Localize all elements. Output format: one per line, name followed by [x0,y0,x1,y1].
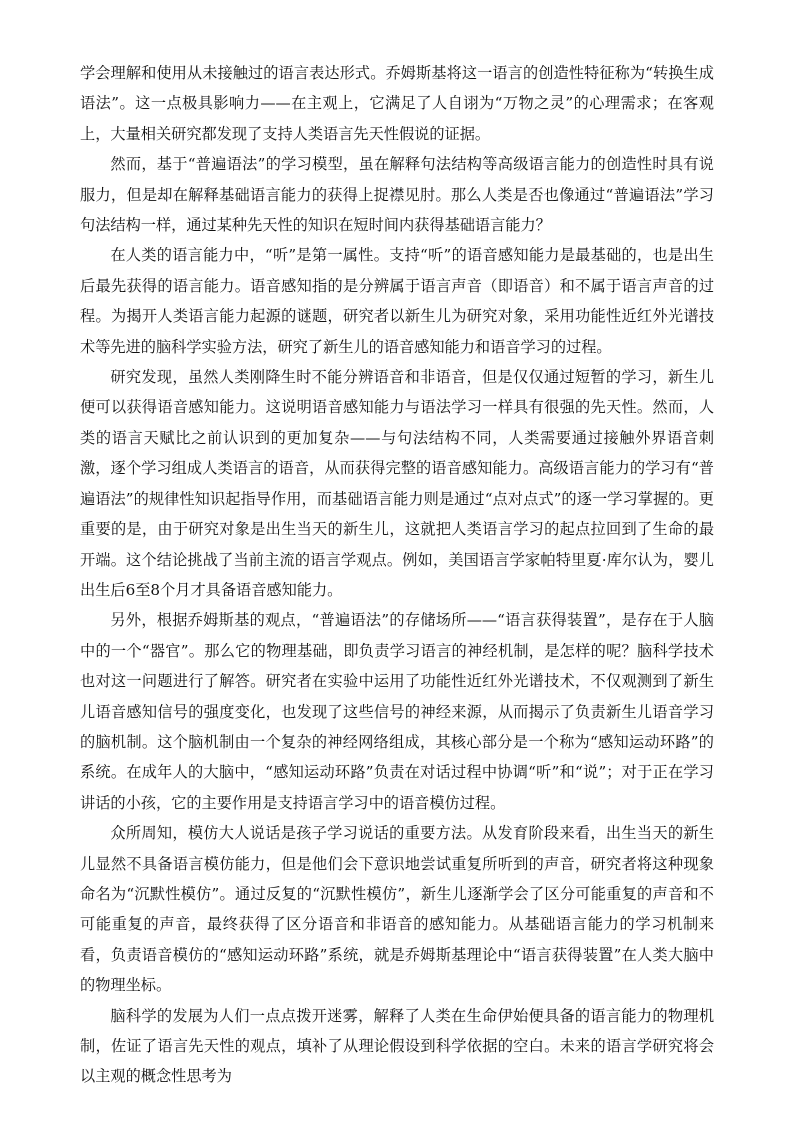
document-body [80,58,714,1092]
paragraph-1-continued: 学会理解和使用从未接触过的语言表达形式。乔姆斯基将这一语言的创造性特征称为“转换生成语法”。这一点极具影响力——在主观上，它满足了人自诩为“万物之灵”的心理需求；在客观上，大量相关研究都发现了支持人类语言先天性假说的证据。 [80,64,714,143]
paragraph-4: 研究发现，虽然人类刚降生时不能分辨语音和非语音，但是仅仅通过短暂的学习，新生儿便可以获得语音感知能力。这说明语音感知能力与语法学习一样具有很强的先天性。然而，人类的语言天赋比之前认识到的更加复杂——与句法结构不同，人类需要通过接触外界语音刺激，逐个学习组成人类语言的语音，从而获得完整的语音感知能力。高级语言能力的学习有“普遍语法”的规律性知识起指导作用，而基础语言能力则是通过“点对点式”的逐一学习掌握的。更重要的是，由于研究对象是出生当天的新生儿，这就把人类语言学习的起点拉回到了生命的最开端。这个结论挑战了当前主流的语言学观点。例如，美国语言学家帕特里夏·库尔认为，婴儿出生后6至8个月才具备语音感知能力。 [80,368,714,599]
paragraph-6: 众所周知，模仿大人说话是孩子学习说话的重要方法。从发育阶段来看，出生当天的新生儿显然不具备语言模仿能力，但是他们会下意识地尝试重复所听到的声音，研究者将这种现象命名为“沉默性模仿”。通过反复的“沉默性模仿”，新生儿逐渐学会了区分可能重复的声音和不可能重复的声音，最终获得了区分语音和非语音的感知能力。从基础语言能力的学习机制来看，负责语音模仿的“感知运动环路”系统，就是乔姆斯基理论中“语言获得装置”在人类大脑中的物理坐标。 [80,824,714,995]
paragraph-2: 然而，基于“普遍语法”的学习模型，虽在解释句法结构等高级语言能力的创造性时具有说服力，但是却在解释基础语言能力的获得上捉襟见肘。那么人类是否也像通过“普遍语法”学习句法结构一样，通过某种先天性的知识在短时间内获得基础语言能力？ [80,155,714,235]
paragraph-3: 在人类的语言能力中，“听”是第一属性。支持“听”的语音感知能力是最基础的，也是出生后最先获得的语言能力。语音感知指的是分辨属于语言声音（即语音）和不属于语言声音的过程。为揭开人类语言能力起源的谜题，研究者以新生儿为研究对象，采用功能性近红外光谱技术等先进的脑科学实验方法，研究了新生儿的语音感知能力和语音学习的过程。 [80,246,714,356]
paragraph-7: 脑科学的发展为人们一点点拨开迷雾，解释了人类在生命伊始便具备的语言能力的物理机制，佐证了语言先天性的观点，填补了从理论假设到科学依据的空白。未来的语言学研究将会以主观的概念性思考为 [80,1006,714,1086]
paragraph-5: 另外，根据乔姆斯基的观点，“普遍语法”的存储场所——“语言获得装置”，是存在于人脑中的一个“器官”。那么它的物理基础，即负责学习语言的神经机制，是怎样的呢？脑科学技术也对这一问题进行了解答。研究者在实验中运用了功能性近红外光谱技术，不仅观测到了新生儿语音感知信号的强度变化，也发现了这些信号的神经来源，从而揭示了负责新生儿语音学习的脑机制。这个脑机制由一个复杂的神经网络组成，其核心部分是一个称为“感知运动环路”的系统。在成年人的大脑中，“感知运动环路”负责在对话过程中协调“听”和“说”；对于正在学习讲话的小孩，它的主要作用是支持语言学习中的语音模仿过程。 [80,611,714,812]
